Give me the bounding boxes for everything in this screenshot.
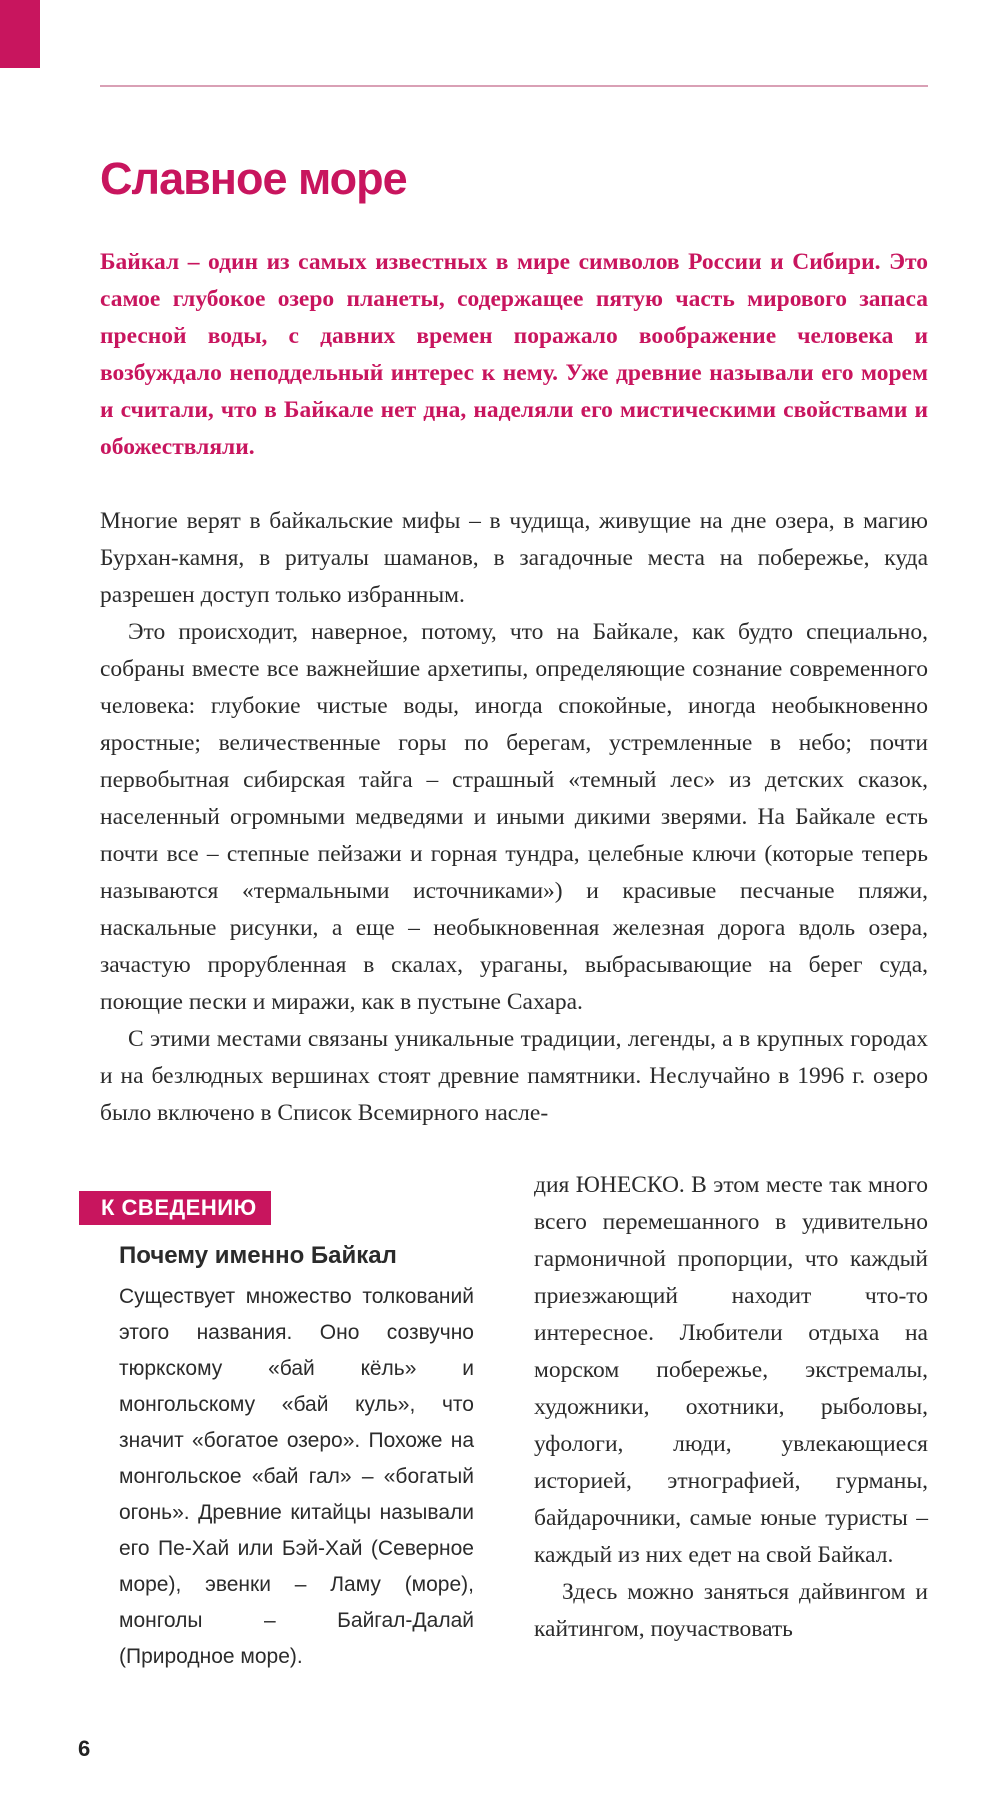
lead-paragraph: Байкал – один из самых известных в мире символов России и Сибири. Это самое глубокое озеро планеты, содержащее пятую часть мирового запаса пресной воды, с давних времен поражало воображение человека и возбуждало неподдельный интерес к нему. Уже древние называли его морем и считали, что в Байкале нет дна, наделяли его мистическими свойствами и обожествляли. xyxy=(100,249,928,460)
paragraph-3-continued: дия ЮНЕСКО. В этом месте так много всего перемешанного в удивительно гармоничной пропорции, что каждый приезжающий находит что-то интересное. Любители отдыха на морском побережье, экстремалы, художники, охотники, рыболовы, уфологи, люди, увлекающиеся историей, этнографией, гурманы, байдарочники, самые юные туристы – каждый из них едет на свой Байкал. xyxy=(534,1172,928,1568)
page-title: Славное море xyxy=(100,153,407,204)
page-number: 6 xyxy=(78,1736,91,1761)
paragraph-2: Это происходит, наверное, потому, что на Байкале, как будто специально, собраны вместе все важнейшие архетипы, определяющие сознание современного человека: глубокие чистые воды, иногда спокойные, иногда необыкновенно яростные; величественные горы по берегам, устремленные в небо; почти первобытная сибирская тайга – страшный «темный лес» из детских сказок, населенный огромными медведями и иными дикими зверями. На Байкале есть почти все – степные пейзажи и горная тундра, целебные ключи (которые теперь называются «термальными источниками») и красивые песчаные пляжи, наскальные рисунки, а еще – необыкновенная железная дорога вдоль озера, зачастую прорубленная в скалах, ураганы, выбрасывающие на берег суда, поющие пески и миражи, как в пустыне Сахара. xyxy=(100,619,928,1015)
paragraph-1: Многие верят в байкальские мифы – в чудища, живущие на дне озера, в магию Бурхан-камня, в ритуалы шаманов, в загадочные места на побережье, куда разрешен доступ только избранным. xyxy=(100,508,928,608)
paragraph-3: С этими местами связаны уникальные традиции, легенды, а в крупных городах и на безлюдных вершинах стоят древние памятники. Неслучайно в 1996 г. озеро было включено в Список Всемирного насле- xyxy=(100,1026,928,1126)
info-title: Почему именно Байкал xyxy=(119,1242,397,1269)
corner-tab xyxy=(0,0,40,68)
info-text: Существует множество толкований этого названия. Оно созвучно тюркскому «бай кёль» и монгольскому «бай куль», что значит «богатое озеро». Похоже на монгольское «бай гал» – «богатый огонь». Древние китайцы называли его Пе-Хай или Бэй-Хай (Северное море), эвенки – Ламу (море), монголы – Байгал-Далай (Природное море). xyxy=(119,1285,474,1668)
main-text xyxy=(100,503,928,1132)
top-rule xyxy=(100,85,928,87)
info-box xyxy=(79,1191,500,1675)
paragraph-4: Здесь можно заняться дайвингом и кайтингом, поучаствовать xyxy=(534,1579,928,1642)
info-tag: К СВЕДЕНИЮ xyxy=(79,1191,271,1225)
right-column-text xyxy=(534,1167,928,1648)
